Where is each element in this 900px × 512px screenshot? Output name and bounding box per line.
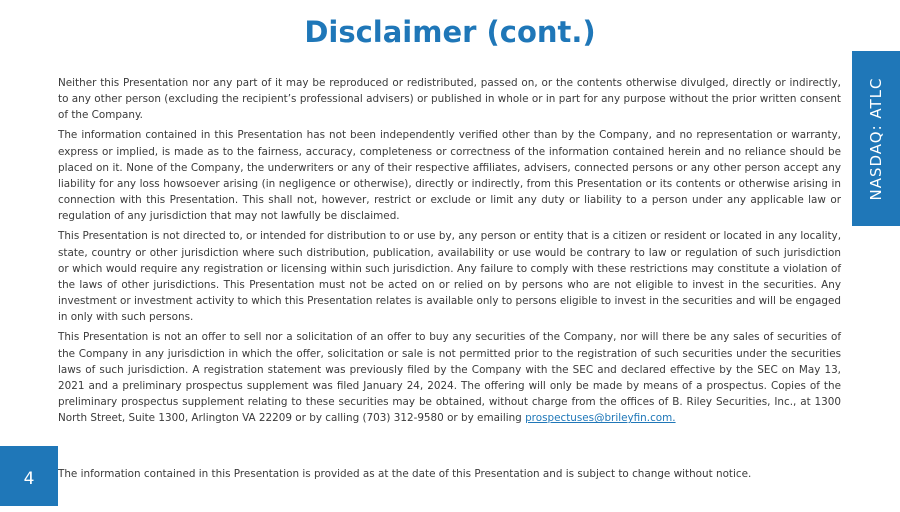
page-number: 4: [23, 469, 35, 489]
footer-note: The information contained in this Presentation is provided as at the date of this Presentation and is subject to change without notice.: [58, 468, 752, 480]
disclaimer-paragraph-verification: The information contained in this Presentation has not been independently verified other than by the Company, and no representation or warranty, express or implied, is made as to the fairness, accuracy, completeness or correctness of the information contained herein and no reliance should be placed on it. None of the Company, the underwriters or any of their respective affiliates, advisers, connected persons or any other person accept any liability for any loss howsoever arising (in negligence or otherwise), directly or indirectly, from this Presentation or its contents or otherwise arising in connection with this Presentation. This shall not, however, restrict or exclude or limit any duty or liability to a person under any applicable law or regulation of any jurisdiction that may not lawfully be disclaimed.: [58, 129, 841, 223]
disclaimer-body: [58, 75, 841, 430]
page-number-badge: [0, 446, 58, 506]
offer-paragraph-text: This Presentation is not an offer to sell nor a solicitation of an offer to buy any securities of the Company, nor will there be any sales of securities of the Company in any jurisdiction in which the offer, solicitation or sale is not permitted prior to the registration of such securities under the securities laws of such jurisdiction. A registration statement was previously filed by the Company with the SEC and declared effective by the SEC on May 13, 2021 and a preliminary prospectus supplement was filed January 24, 2024. The offering will only be made by means of a prospectus. Copies of the preliminary prospectus supplement relating to these securities may be obtained, without charge from the offices of B. Riley Securities, Inc., at 1300 North Street, Suite 1300, Arlington VA 22209 or by calling (703) 312-9580 or by emailing: [58, 331, 841, 425]
disclaimer-paragraph-distribution: This Presentation is not directed to, or intended for distribution to or use by, any person or entity that is a citizen or resident or located in any locality, state, country or other jurisdiction where such distribution, publication, availability or use would be contrary to law or regulation of such jurisdiction or which would require any registration or licensing within such jurisdiction. Any failure to comply with these restrictions may constitute a violation of the laws of other jurisdictions. This Presentation must not be acted on or relied on by persons who are not eligible to invest in the securities. Any investment or investment activity to which this Presentation relates is available only to persons eligible to invest in the securities and will be engaged in only with such persons.: [58, 230, 841, 324]
disclaimer-paragraph-reproduction: Neither this Presentation nor any part of it may be reproduced or redistributed, passed on, or the contents otherwise divulged, directly or indirectly, to any other person (excluding the recipient’s professional advisers) or published in whole or in part for any purpose without the prior written consent of the Company.: [58, 77, 841, 122]
page-title: Disclaimer (cont.): [304, 15, 596, 49]
ticker-tab: [852, 51, 900, 226]
email-link[interactable]: prospectuses@brileyfin.com.: [525, 412, 676, 425]
ticker-label: NASDAQ: ATLC: [867, 76, 885, 201]
disclaimer-paragraph-offer: [58, 329, 841, 426]
